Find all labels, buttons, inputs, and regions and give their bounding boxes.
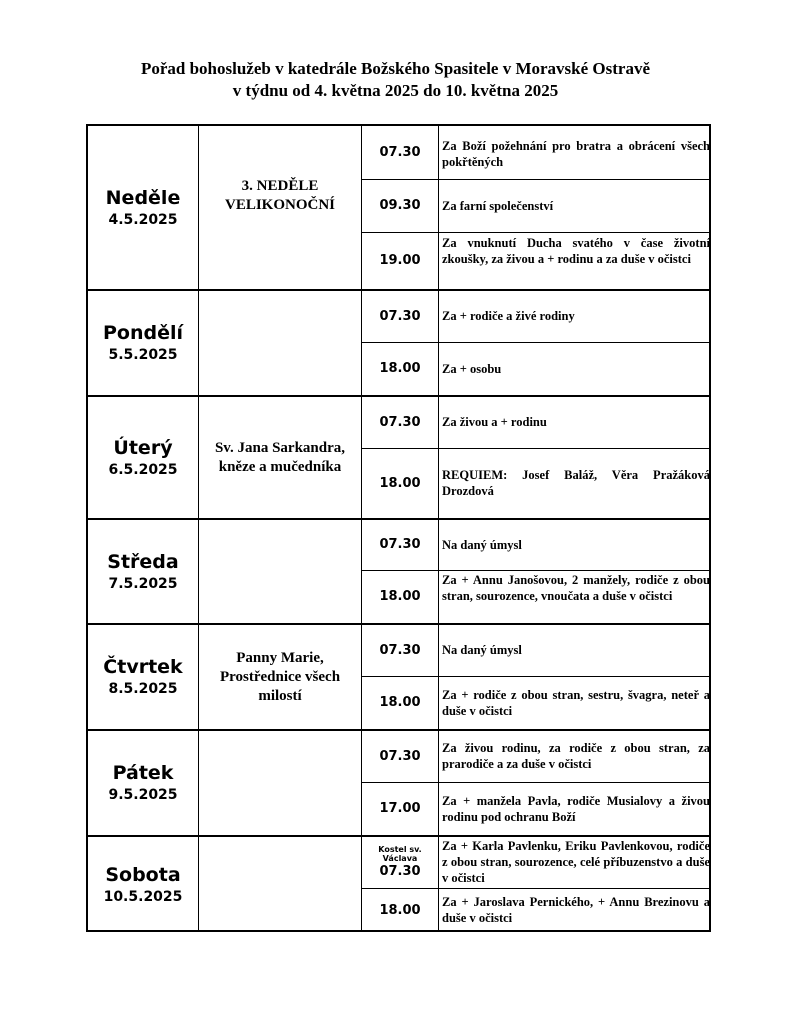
mass-time bbox=[362, 783, 438, 835]
feast-label: Panny Marie, Prostřednice všech milostí bbox=[219, 649, 341, 704]
day-name: Sobota bbox=[105, 863, 181, 886]
feast-label: Sv. Jana Sarkandra, kněze a mučedníka bbox=[214, 440, 346, 475]
feast-label bbox=[199, 520, 361, 623]
day-date: 6.5.2025 bbox=[108, 461, 178, 478]
time-value: 07.30 bbox=[379, 537, 421, 552]
mass-time bbox=[362, 625, 438, 676]
mass-intention: Za farní společenství bbox=[442, 199, 554, 213]
day-cell bbox=[88, 837, 198, 932]
mass-intention: Za + Karla Pavlenku, Eriku Pavlenkovou, rodiče z obou stran, sourozence, celé příbuzenstvo a duše v očistci bbox=[442, 839, 710, 885]
day-cell bbox=[88, 291, 198, 395]
mass-intention: Za + Jaroslava Pernického, + Annu Brezinovu a duše v očistci bbox=[442, 895, 710, 925]
place-note: Kostel sv. Václava bbox=[378, 844, 422, 863]
mass-time bbox=[362, 343, 438, 395]
feast-label: 3. NEDĚLE VELIKONOČNÍ bbox=[224, 178, 336, 213]
mass-intention: Za + Annu Janošovou, 2 manžely, rodiče z obou stran, sourozence, vnoučata a duše v očistci bbox=[442, 573, 710, 603]
mass-intention: Za živou rodinu, za rodiče z obou stran, za prarodiče a za duše v očistci bbox=[442, 741, 710, 771]
day-cell bbox=[88, 625, 198, 729]
day-cell bbox=[88, 731, 198, 835]
day-date: 7.5.2025 bbox=[108, 575, 178, 592]
mass-time bbox=[362, 889, 438, 932]
day-name: Úterý bbox=[113, 436, 173, 459]
time-value: 19.00 bbox=[379, 253, 421, 268]
time-value: 18.00 bbox=[379, 361, 421, 376]
feast-label bbox=[199, 731, 361, 835]
time-value: 07.30 bbox=[379, 308, 421, 324]
feast-label bbox=[199, 291, 361, 395]
page-title bbox=[0, 58, 791, 102]
time-value: 07.30 bbox=[379, 748, 421, 764]
day-name: Pátek bbox=[112, 762, 174, 784]
day-name: Čtvrtek bbox=[103, 656, 183, 678]
time-value: 17.00 bbox=[379, 801, 421, 816]
time-value: 18.00 bbox=[379, 475, 421, 491]
mass-intention: Za + rodiče z obou stran, sestru, švagra, neteř a duše v očistci bbox=[442, 688, 710, 718]
day-date: 4.5.2025 bbox=[108, 211, 178, 228]
day-date: 5.5.2025 bbox=[108, 347, 178, 363]
time-value: 07.30 bbox=[379, 414, 421, 430]
mass-time bbox=[362, 520, 438, 570]
time-value: 07.30 bbox=[379, 863, 421, 879]
mass-time bbox=[362, 233, 438, 289]
mass-intention: Za živou a + rodinu bbox=[442, 415, 547, 429]
feast-label bbox=[199, 837, 361, 932]
column-divider bbox=[438, 126, 439, 930]
time-value: 07.30 bbox=[379, 642, 421, 658]
mass-time bbox=[362, 397, 438, 448]
mass-time bbox=[362, 677, 438, 729]
mass-intention: Za + osobu bbox=[442, 362, 502, 376]
mass-time bbox=[362, 731, 438, 782]
time-value: 09.30 bbox=[379, 198, 421, 213]
mass-intention: Za Boží požehnání pro bratra a obrácení všech pokřtěných bbox=[442, 139, 710, 169]
mass-intention: Za + manžela Pavla, rodiče Musialovy a živou rodinu pod ochranu Boží bbox=[442, 794, 710, 824]
day-date: 8.5.2025 bbox=[108, 681, 178, 697]
mass-time bbox=[362, 180, 438, 232]
day-name: Středa bbox=[107, 550, 179, 573]
mass-time bbox=[362, 449, 438, 518]
mass-time bbox=[362, 126, 438, 179]
mass-intention: Za vnuknutí Ducha svatého v čase životní zkoušky, za živou a + rodinu a za duše v očistci bbox=[442, 236, 710, 266]
mass-intention: Za + rodiče a živé rodiny bbox=[442, 309, 575, 323]
day-cell bbox=[88, 520, 198, 623]
title-line-1: Pořad bohoslužeb v katedrále Božského Spasitele v Moravské Ostravě bbox=[140, 59, 651, 78]
time-value: 18.00 bbox=[379, 902, 421, 918]
day-name: Neděle bbox=[105, 186, 181, 209]
title-line-2: v týdnu od 4. května 2025 do 10. května 2025 bbox=[232, 81, 559, 100]
day-date: 10.5.2025 bbox=[103, 888, 183, 905]
schedule-table bbox=[86, 124, 711, 932]
day-cell bbox=[88, 126, 198, 289]
time-value: 18.00 bbox=[379, 589, 421, 604]
mass-intention: Na daný úmysl bbox=[442, 643, 522, 657]
mass-intention: Na daný úmysl bbox=[442, 538, 522, 552]
mass-time bbox=[362, 837, 438, 888]
day-name: Pondělí bbox=[102, 322, 184, 344]
mass-time bbox=[362, 571, 438, 623]
day-date: 9.5.2025 bbox=[108, 787, 178, 803]
mass-intention: REQUIEM: Josef Baláž, Věra Pražáková Drozdová bbox=[442, 468, 710, 498]
time-value: 07.30 bbox=[379, 144, 421, 160]
mass-time bbox=[362, 291, 438, 342]
time-value: 18.00 bbox=[379, 695, 421, 710]
day-cell bbox=[88, 397, 198, 518]
